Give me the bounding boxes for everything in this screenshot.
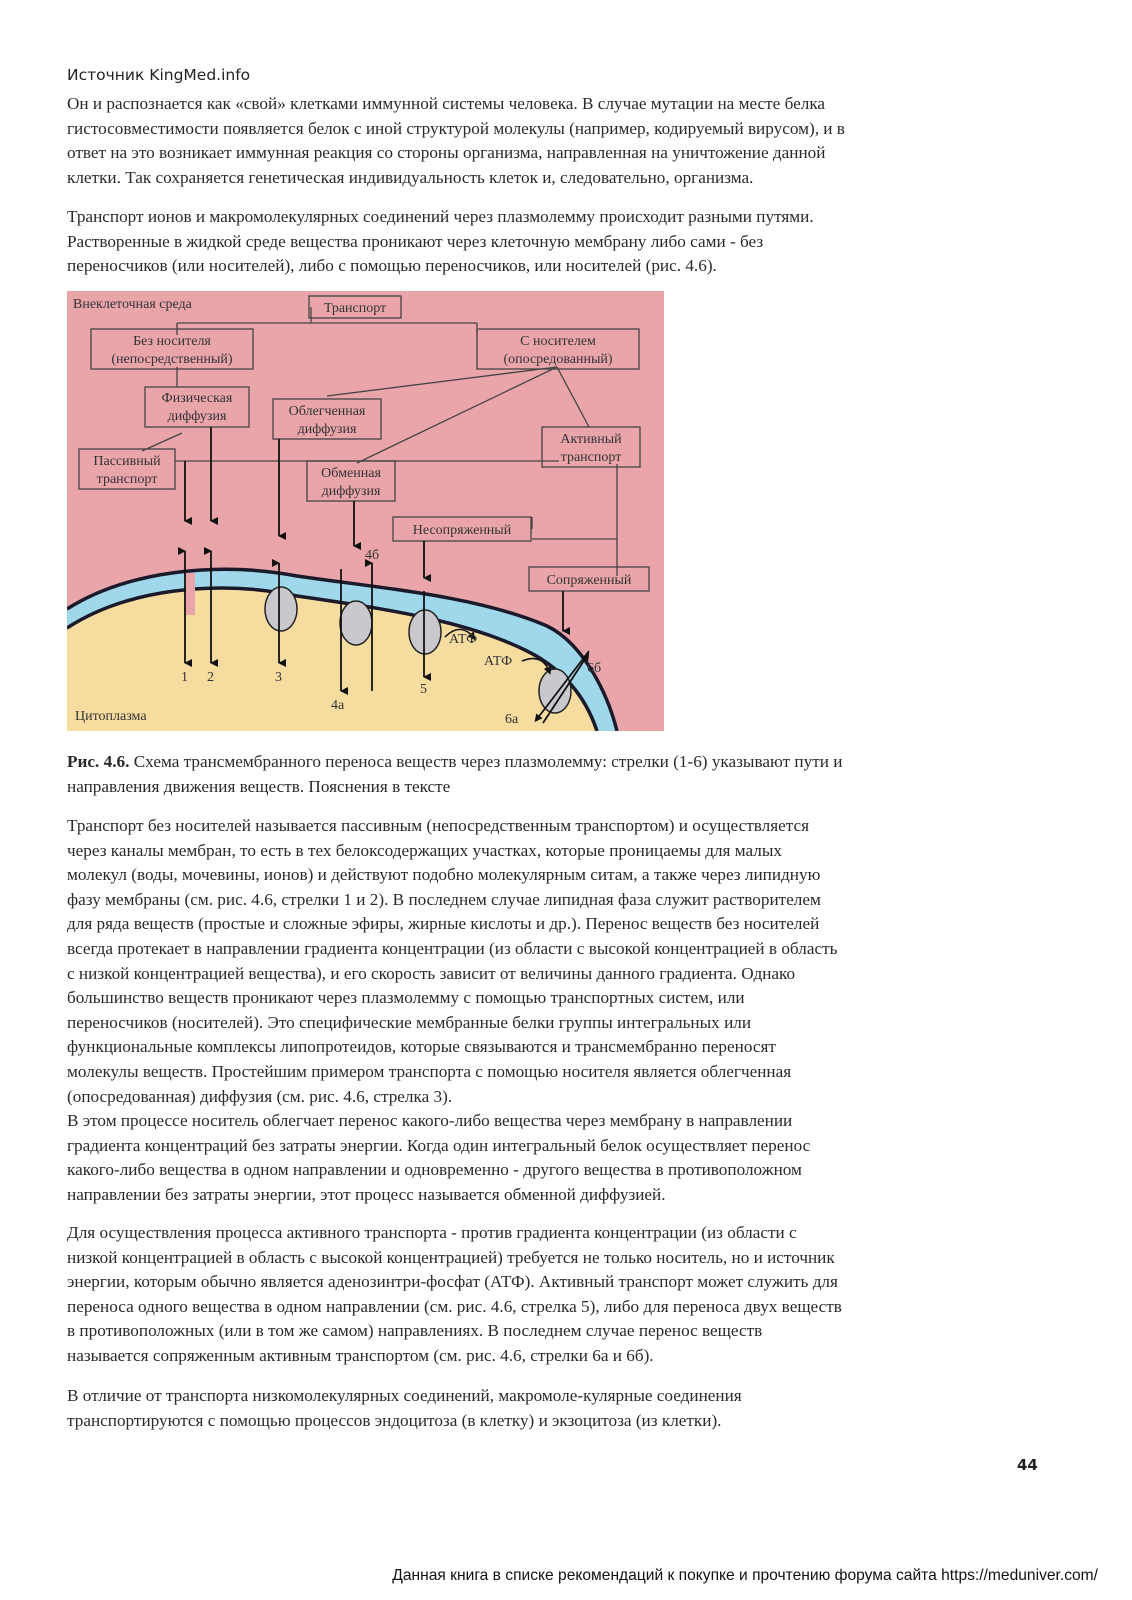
text-line: с низкой концентрацией вещества), и его скорость зависит от величины данного градиента. Однако	[67, 963, 796, 983]
atp-label-1: АТФ	[449, 632, 478, 647]
box-active-transport-line1: Активный	[560, 432, 622, 447]
text-line: переноса одного вещества в одном направлении (см. рис. 4.6, стрелка 5), либо для переноса двух веществ	[67, 1296, 842, 1316]
carrier-protein	[340, 601, 372, 645]
text-line: через каналы мембран, то есть в тех белоксодержащих участках, которые проницаемы для малых	[67, 840, 782, 860]
box-physical-diffusion-line2: диффузия	[167, 409, 227, 424]
box-facilitated-diffusion-line1: Облегченная	[288, 404, 366, 419]
box-active-transport-line2: транспорт	[560, 450, 622, 465]
label-4a: 4а	[331, 698, 345, 713]
paragraph-2	[67, 205, 1057, 279]
text-line: направлении без затраты энергии, этот процесс называется обменной диффузией.	[67, 1184, 666, 1204]
text-line: молекул (воды, мочевины, ионов) и действуют подобно молекулярным ситам, а также через липидную	[67, 865, 821, 885]
atp-label-2: АТФ	[484, 654, 513, 669]
text-line: клетки. Так сохраняется генетическая индивидуальность клеток и, следовательно, организма.	[67, 167, 754, 187]
cytoplasm-label: Цитоплазма	[75, 709, 147, 724]
carrier-protein	[265, 587, 297, 631]
text-line: энергии, которым обычно является аденозинтри-фосфат (АТФ). Активный транспорт может служить для	[67, 1272, 838, 1292]
caption-line	[67, 750, 1057, 775]
label-1: 1	[181, 670, 188, 685]
text-line: для ряда веществ (простые и сложные эфиры, жирные кислоты и др.). Перенос веществ без носителей	[67, 914, 820, 934]
text-line: ответ на это возникает иммунная реакция со стороны организма, направленная на уничтожение данной	[67, 143, 826, 163]
caption-line: направления движения веществ. Пояснения в тексте	[67, 776, 451, 796]
page-number: 44	[1017, 1456, 1038, 1474]
text-line: гистосовместимости появляется белок с иной структурой молекулы (например, кодируемый вирусом), и в	[67, 118, 845, 138]
paragraph-4	[67, 1221, 1057, 1369]
text-line: В отличие от транспорта низкомолекулярных соединений, макромоле-кулярные соединения	[67, 1386, 742, 1405]
box-transport-text: Транспорт	[323, 301, 387, 316]
box-carrier-line2: (опосредованный)	[503, 352, 613, 367]
text-line: (опосредованная) диффузия (см. рис. 4.6, стрелка 3).	[67, 1086, 453, 1106]
extracellular-label: Внеклеточная среда	[73, 297, 192, 312]
paragraph-1	[67, 92, 1057, 190]
text-line: всегда протекает в направлении градиента концентрации (из области с высокой концентрацией в область	[67, 938, 838, 958]
text-line: какого-либо вещества в одном направлении и одновременно - другого вещества в противоположном	[67, 1160, 802, 1180]
box-physical-diffusion-line1: Физическая	[161, 391, 233, 406]
membrane-pore	[186, 573, 195, 615]
box-exchange-diffusion-line2: диффузия	[321, 484, 381, 499]
text-line: Он и распознается как «свой» клетками иммунной системы человека. В случае мутации на месте белка	[67, 94, 826, 113]
carrier-protein	[539, 669, 571, 713]
text-line: функциональные комплексы липопротеидов, которые связываются и трансмембранно переносят	[67, 1037, 776, 1057]
figure-svg	[67, 291, 664, 731]
source-header: Источник KingMed.info	[67, 66, 251, 84]
label-6b: 6б	[587, 661, 602, 676]
text-line: Транспорт без носителей называется пассивным (непосредственным транспортом) и осуществляется	[67, 816, 809, 835]
figure-membrane-transport	[67, 291, 664, 731]
box-passive-transport-line1: Пассивный	[93, 454, 161, 469]
text-line: градиента концентраций без затраты энергии. Когда один интегральный белок осуществляет перенос	[67, 1135, 811, 1155]
footer-recommendation: Данная книга в списке рекомендаций к покупке и прочтению форума сайта https://meduniver.com/	[392, 1567, 1098, 1584]
caption-label: Рис. 4.6.	[67, 752, 130, 771]
text-line: большинство веществ проникают через плазмолемму с помощью транспортных систем, или	[67, 988, 745, 1008]
box-no-carrier-line1: Без носителя	[133, 334, 211, 349]
text-line: транспортируются с помощью процессов эндоцитоза (в клетку) и экзоцитоза (из клетки).	[67, 1410, 722, 1430]
text-line: низкой концентрацией в область с высокой концентрацией) требуется не только носитель, но и источник	[67, 1247, 835, 1267]
paragraph-3	[67, 814, 1057, 1208]
box-no-carrier-line2: (непосредственный)	[111, 352, 233, 367]
figure-caption	[67, 750, 1057, 799]
box-facilitated-diffusion-line2: диффузия	[297, 422, 357, 437]
text-line: переносчиков (или носителей), либо с помощью переносчиков, или носителей (рис. 4.6).	[67, 256, 717, 276]
box-coupled-text: Сопряженный	[546, 573, 632, 588]
text-line: фазу мембраны (см. рис. 4.6, стрелки 1 и 2). В последнем случае липидная фаза служит растворителем	[67, 889, 821, 909]
box-carrier-line1: С носителем	[520, 334, 596, 349]
label-6a: 6а	[505, 712, 519, 727]
text-line: молекулы веществ. Простейшим примером транспорта с помощью носителя является облегченная	[67, 1061, 792, 1081]
box-exchange-diffusion-line1: Обменная	[321, 466, 381, 481]
text-line: называется сопряженным активным транспортом (см. рис. 4.6, стрелки 6а и 6б).	[67, 1345, 654, 1365]
text-line: Растворенные в жидкой среде вещества проникают через клеточную мембрану либо сами - без	[67, 231, 764, 251]
label-2: 2	[207, 670, 214, 685]
label-3: 3	[275, 670, 282, 685]
box-passive-transport-line2: транспорт	[96, 472, 158, 487]
text-line: Для осуществления процесса активного транспорта - против градиента концентрации (из области с	[67, 1223, 797, 1242]
label-5: 5	[420, 682, 427, 697]
carrier-protein	[409, 610, 441, 654]
box-uncoupled-text: Несопряженный	[412, 523, 512, 538]
text-line: в противоположных (или в том же самом) направлениях. В последнем случае перенос веществ	[67, 1321, 763, 1341]
label-4b: 4б	[365, 548, 380, 563]
text-line: переносчиков (носителей). Это специфические мембранные белки группы интегральных или	[67, 1012, 752, 1032]
text-line: В этом процессе носитель облегчает перенос какого-либо вещества через мембрану в направлении	[67, 1111, 793, 1131]
text-line: Транспорт ионов и макромолекулярных соединений через плазмолемму происходит разными путями.	[67, 207, 814, 226]
paragraph-5	[67, 1384, 1057, 1433]
caption-text: Схема трансмембранного переноса веществ через плазмолемму: стрелки (1-6) указывают пути и	[129, 752, 843, 771]
